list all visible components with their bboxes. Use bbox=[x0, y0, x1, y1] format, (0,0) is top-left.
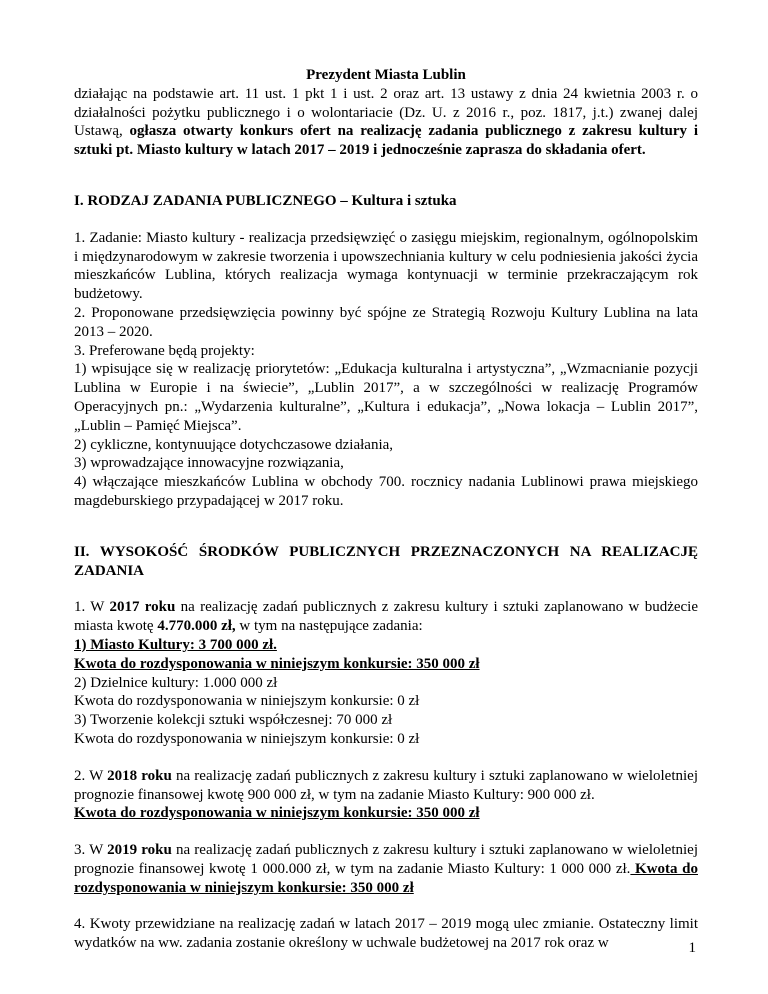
intro-paragraph bbox=[74, 85, 698, 160]
budget-2019-paragraph bbox=[74, 841, 698, 897]
page-number: 1 bbox=[688, 940, 696, 956]
kwota-2019-text: Kwota do rozdysponowania w niniejszym konkursie: 350 000 zł bbox=[74, 860, 698, 896]
section-1-subpoint-4: 4) włączające mieszkańców Lublina w obchody 700. rocznicy nadania Lublinowi prawa miejskiego magdeburskiego przypadającej w 2017 roku. bbox=[74, 474, 698, 509]
text-run: 2. W bbox=[74, 767, 108, 784]
section-1-point-3: 3. Preferowane będą projekty: bbox=[74, 342, 255, 359]
kwota-line-3: Kwota do rozdysponowania w niniejszym konkursie: 0 zł bbox=[74, 730, 420, 747]
intro-plain-text: działając na podstawie art. 11 ust. 1 pkt 1 i ust. 2 oraz art. 13 ustawy z dnia 24 kwietnia 2003 r. o działalności pożytku publicznego i o wolontariacie (Dz. U. z 2016 r., poz. 1817, j.t.) zwanej dalej Ustawą, bbox=[74, 85, 698, 140]
text-run: w tym na następujące zadania: bbox=[235, 618, 423, 635]
amount-2017: 4.770.000 zł, bbox=[157, 618, 236, 635]
section-2-heading: II. WYSOKOŚĆ ŚRODKÓW PUBLICZNYCH PRZEZNACZONYCH NA REALIZACJĘ ZADANIA bbox=[74, 543, 698, 579]
year-2017: 2017 roku bbox=[109, 599, 176, 616]
section-1-subpoint-1: 1) wpisujące się w realizację priorytetów: „Edukacja kulturalna i artystyczna”, „Wzmacnianie pozycji Lublina w Europie i na świecie”, „Lublin 2017”, a w szczególności w realizację Programów Operacyjnych pn.: „Wydarzenia kulturalne”, „Kultura i edukacja”, „Nowa lokacja – Lublin 2017”, „Lublin – Pamięć Miejsca”. bbox=[74, 361, 698, 434]
text-run: na realizację zadań publicznych z zakresu kultury i sztuki zaplanowano w budżecie miasta kwotę bbox=[74, 599, 698, 635]
text-run: na realizację zadań publicznych z zakresu kultury i sztuki zaplanowano w wieloletniej prognozie finansowej kwotę 1 000.000 zł, w tym na zadanie Miasto Kultury: 1 000 000 zł. bbox=[74, 842, 698, 877]
section-1-point-1: 1. Zadanie: Miasto kultury - realizacja przedsięwzięć o zasięgu miejskim, regionalnym, ogólnopolskim i międzynarodowym w zakresie tworzenia i upowszechniania kultury w celu podniesienia jakości życia mieszkańców Lublina, których realizacja wymaga kontynuacji w terminie przekraczającym rok budżetowy. bbox=[74, 229, 698, 303]
kwota-line-2: Kwota do rozdysponowania w niniejszym konkursie: 0 zł bbox=[74, 693, 420, 710]
kwota-2018-line: Kwota do rozdysponowania w niniejszym konkursie: 350 000 zł bbox=[74, 805, 480, 822]
section-1-subpoint-2: 2) cykliczne, kontynuujące dotychczasowe działania, bbox=[74, 436, 394, 453]
dzielnice-line: 2) Dzielnice kultury: 1.000 000 zł bbox=[74, 674, 278, 691]
section-1-point-2: 2. Proponowane przedsięwzięcia powinny być spójne ze Strategią Rozwoju Kultury Lublina na lata 2013 – 2020. bbox=[74, 304, 698, 340]
kolekcja-line: 3) Tworzenie kolekcji sztuki współczesnej: 70 000 zł bbox=[74, 712, 393, 729]
year-2019: 2019 roku bbox=[107, 842, 172, 859]
miasto-kultury-line: 1) Miasto Kultury: 3 700 000 zł. bbox=[74, 636, 277, 653]
document-page bbox=[74, 66, 698, 953]
kwota-line-1: Kwota do rozdysponowania w niniejszym konkursie: 350 000 zł bbox=[74, 655, 480, 672]
year-2018: 2018 roku bbox=[107, 767, 172, 784]
text-run: 3. W bbox=[74, 842, 108, 859]
text-run: 1. W bbox=[74, 599, 110, 616]
section-1-heading: I. RODZAJ ZADANIA PUBLICZNEGO – Kultura i sztuka bbox=[74, 192, 457, 209]
text-run: na realizację zadań publicznych z zakresu kultury i sztuki zaplanowano w wieloletniej prognozie finansowej kwotę 900 000 zł, w tym na zadanie Miasto Kultury: 900 000 zł. bbox=[74, 767, 698, 803]
budget-2018-paragraph bbox=[74, 767, 698, 805]
section-2-point-4: 4. Kwoty przewidziane na realizację zadań w latach 2017 – 2019 mogą ulec zmianie. Ostateczny limit wydatków na ww. zadania zostanie określony w uchwale budżetowej na 2017 rok oraz w bbox=[74, 916, 698, 952]
budget-2017-paragraph bbox=[74, 598, 698, 636]
section-1-subpoint-3: 3) wprowadzające innowacyjne rozwiązania, bbox=[74, 455, 344, 472]
document-title: Prezydent Miasta Lublin bbox=[306, 67, 466, 83]
intro-bold-text: ogłasza otwarty konkurs ofert na realizację zadania publicznego z zakresu kultury i sztuki pt. Miasto kultury w latach 2017 – 2019 i jednocześnie zaprasza do składania ofert. bbox=[74, 123, 698, 159]
